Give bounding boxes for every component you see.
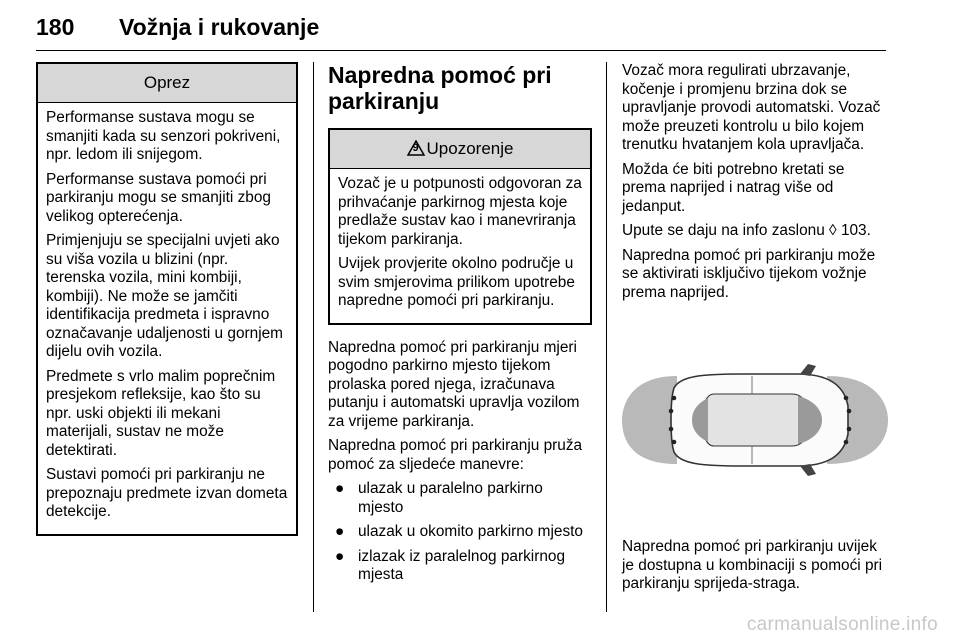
column-1: [36, 62, 298, 536]
parking-sensor-illustration: [622, 314, 888, 526]
caution-paragraph: Performanse sustava pomoći pri parkiranju mogu se smanjiti zbog velikog opterećenja.: [46, 170, 271, 225]
column-divider-1: [313, 62, 314, 612]
body-paragraph: Napredna pomoć pri parkiranju može se aktivirati isključivo tijekom vožnje prema naprijed.: [622, 246, 876, 301]
caution-box: [36, 62, 298, 536]
body-paragraph: Upute se daju na info zaslonu ◊ 103.: [622, 222, 871, 239]
body-paragraph: Napredna pomoć pri parkiranju mjeri pogodno parkirno mjesto tijekom prolaska pored njega, izračunava putanju i automatski upravlja vozilom za vrijeme parkiranja.: [328, 338, 580, 430]
warning-paragraph: Vozač je u potpunosti odgovoran za prihvaćanje parkirnog mjesta koje predlaže sustav kao i manevriranja tijekom parkiranja.: [338, 175, 582, 248]
header-divider: [36, 50, 886, 51]
body-paragraph: Vozač mora regulirati ubrzavanje, kočenje i promjenu brzina dok se upravljanje provodi automatski. Vozač može preuzeti kontrolu u bilo kojem trenutku hvatanjem kola upravljača.: [622, 62, 881, 153]
column-2: [328, 62, 592, 591]
body-paragraph: Možda će biti potrebno kretati se prema naprijed i natrag više od jedanput.: [622, 160, 845, 215]
page-header: [36, 4, 886, 48]
figure-caption: Napredna pomoć pri parkiranju uvijek je dostupna u kombinaciji s pomoći pri parkiranju sprijeda-straga.: [622, 538, 883, 592]
caution-box-title: Oprez: [38, 64, 296, 103]
caution-paragraph: Performanse sustava mogu se smanjiti kada su senzori pokriveni, npr. ledom ili snijegom.: [46, 109, 281, 163]
column-3: [622, 62, 888, 600]
caution-paragraph: Sustavi pomoći pri parkiranju ne prepoznaju predmete izvan dometa detekcije.: [46, 466, 288, 520]
warning-box-header: [330, 130, 590, 169]
list-item: ● ulazak u paralelno parkirno mjesto: [335, 480, 543, 516]
caution-paragraph: Primjenjuju se specijalni uvjeti ako su viša vozila u blizini (npr. terenska vozila, mini kombiji, kombiji). Ne može se jamčiti identifikacija predmeta i ispravno označavanje udaljenosti u gornjem dijelu ovih vozila.: [46, 232, 283, 360]
list-item: ● ulazak u okomito parkirno mjesto: [335, 523, 583, 540]
page-header-title: Vožnja i rukovanje: [119, 14, 320, 40]
warning-box: [328, 128, 592, 325]
column-divider-2: [606, 62, 607, 612]
section-title: Napredna pomoć pri parkiranju: [328, 62, 552, 114]
warning-box-title: Upozorenje: [426, 139, 514, 158]
warning-paragraph: Uvijek provjerite okolno područje u svim smjerovima prilikom upotrebe napredne pomoći pri parkiranju.: [338, 255, 575, 309]
list-item: ● izlazak iz paralelnog parkirnog mjesta: [335, 547, 566, 583]
watermark: carmanualsonline.info: [746, 614, 938, 635]
page-number: 180: [36, 14, 75, 40]
body-paragraph: Napredna pomoć pri parkiranju pruža pomoć za sljedeće manevre:: [328, 437, 583, 473]
maneuver-list: [328, 480, 592, 585]
caution-paragraph: Predmete s vrlo malim poprečnim presjekom refleksije, kao što su npr. uski objekti ili mekani materijali, sustav ne može detektirati.: [46, 367, 276, 459]
warning-icon: 9: [407, 140, 425, 156]
